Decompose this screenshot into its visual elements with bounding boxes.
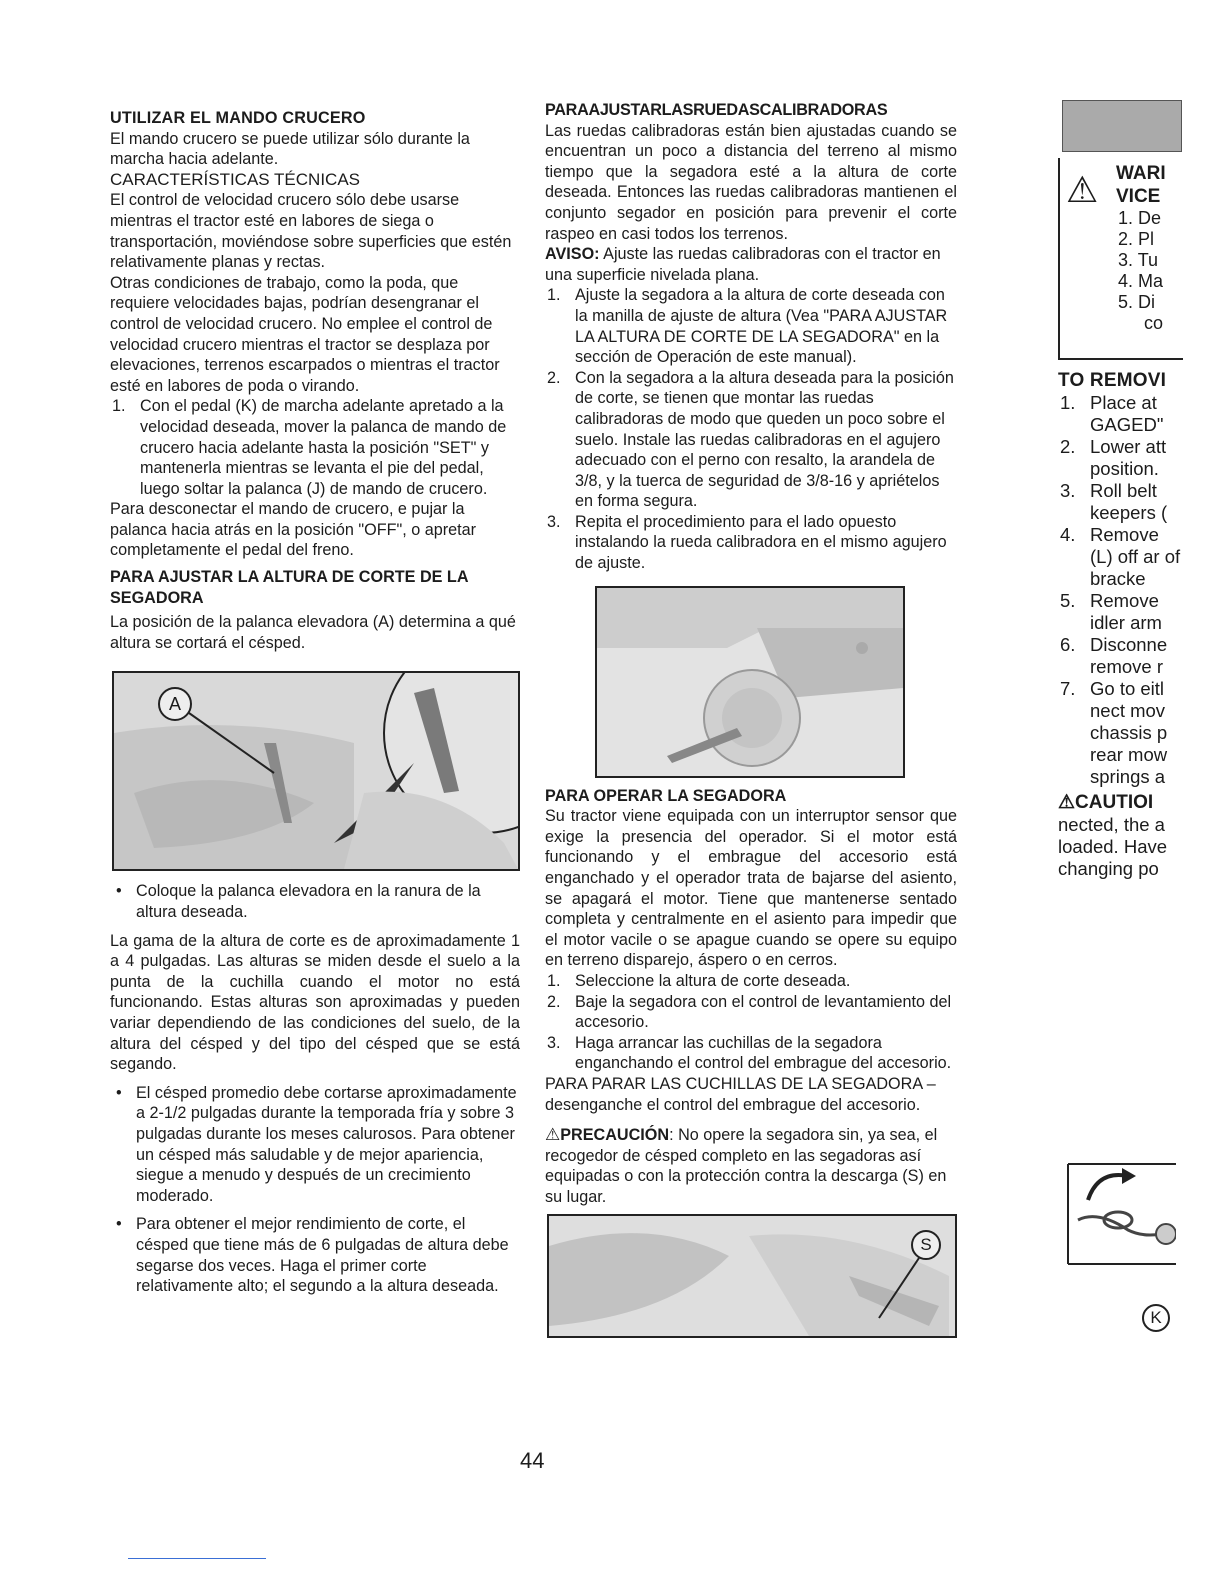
bullets-1 [110, 881, 520, 922]
page-number: 44 [520, 1448, 545, 1473]
remove-steps [1058, 392, 1183, 788]
warning-header-bar [1062, 100, 1182, 152]
remove-step: 7. Go to eitl nect mov chassis p rear mow springs a [1060, 678, 1168, 787]
precaution-text: : No opere la segadora sin, ya sea, el recogedor de césped completo en las segadoras así equipadas o con la protección contra la descarga (S) en su lugar. [545, 1126, 947, 1206]
warning-title-2: VICE [1116, 186, 1161, 207]
figure-gauge-wheel [595, 586, 905, 778]
para-operate: Su tractor viene equipada con un interruptor sensor que exige la presencia del operador. Si el motor está funcionando y el embrague del accesorio está enganchado y el operador trata de bajarse del asiento, se apagará el motor. Tiene que mantenerse sentado completa y centralmente en el asiento para impedir que el motor vacile o se apague cuando se opere su equipo en terreno disparejo, áspero o en cerros. [545, 807, 957, 970]
heading-operate: PARA OPERAR LA SEGADORA [545, 786, 787, 805]
wheel-step: 1. Ajuste la segadora a la altura de corte deseada con la manilla de ajuste de altura (Vea "PARA AJUSTAR LA ALTURA DE CORTE DE LA SEGADORA" en la sección de Operación de este manual). [547, 286, 948, 367]
remove-step: 4. Remove (L) off ar of bracke [1060, 524, 1181, 589]
operate-step: 2. Baje la segadora con el control de levantamiento del accesorio. [547, 992, 952, 1032]
para-range: La gama de la altura de corte es de aproximadamente 1 a 4 pulgadas. Las alturas se miden desde el suelo a la punta de la cuchilla cuando el motor no está funcionando. Estas alturas son aproximadas y pueden variar dependiendo de las condiciones del suelo, de la altura del césped y del tipo del césped que se está segando. [110, 931, 520, 1074]
para-stop-blades: PARA PARAR LAS CUCHILLAS DE LA SEGADORA – desenganche el control del embrague del accesorio. [545, 1074, 936, 1114]
partial-illustration [1058, 1160, 1176, 1268]
cruise-step: 1. Con el pedal (K) de marcha adelante apretado a la velocidad deseada, mover la palanca de mando de crucero hacia adelante hasta la posición "SET" y mantenerla mientras se levanta el pie del pedal, luego soltar la palanca (J) de mando de crucero. [112, 397, 507, 498]
operate-steps [545, 971, 957, 1074]
column-middle [545, 100, 957, 1338]
heading-specs: CARACTERÍSTICAS TÉCNICAS [110, 169, 361, 189]
precaution-label: PRECAUCIÓN [560, 1126, 670, 1145]
bullet-item: • Para obtener el mejor rendimiento de corte, el césped que tiene más de 6 pulgadas de altura debe segarse dos veces. Haga el primer corte relativamente alto; el segundo a la altura deseada. [116, 1215, 509, 1296]
remove-step: 6. Disconne remove r [1060, 634, 1168, 677]
remove-step: 5. Remove idler arm [1060, 590, 1162, 633]
wheel-step: 3. Repita el procedimiento para el lado opuesto instalando la rueda calibradora en el mismo agujero de ajuste. [547, 512, 947, 573]
para-aviso [545, 244, 957, 285]
para-cruise: El mando crucero se puede utilizar sólo durante la marcha hacia adelante. [110, 129, 470, 169]
warning-item-tail: co [1144, 313, 1164, 333]
wheel-step: 2. Con la segadora a la altura deseada para la posición de corte, se tienen que montar las ruedas calibradoras de modo que queden un poco sobre el suelo. Instale las ruedas calibradoras en el agujero adecuado con el perno con resalto, la arandela de 3/8, y la tuerca de seguridad de 3/8-16 y apriételos en forma segura. [547, 368, 954, 511]
caution-text: nected, the a loaded. Have changing po [1058, 814, 1168, 879]
heading-cruise: UTILIZAR EL MANDO CRUCERO [110, 109, 366, 127]
warning-item: 1. De [1118, 208, 1162, 228]
warning-item: 3. Tu [1118, 250, 1159, 270]
warning-triangle-icon: ⚠ [1066, 169, 1099, 210]
warning-item: 2. Pl [1118, 229, 1155, 249]
callout-a: A [158, 687, 192, 721]
para-specs-2: Otras condiciones de trabajo, como la poda, que requiere velocidades bajas, podrían desengranar el control de velocidad crucero. No emplee el control de velocidad crucero mientras el tractor se desplaza por elevaciones, terrenos escarpados o mientras el tractor esté en labores de poda o virando. [110, 273, 500, 395]
callout-k: K [1142, 1304, 1183, 1332]
operate-step: 3. Haga arrancar las cuchillas de la segadora enganchando el control del embrague del accesorio. [547, 1033, 952, 1073]
aviso-label: AVISO: [545, 245, 600, 264]
caution-heading: ⚠CAUTIOI [1058, 792, 1154, 813]
warning-list [1118, 208, 1183, 334]
bullet-item: • El césped promedio debe cortarse aproximadamente a 2-1/2 pulgadas durante la temporada fría y sobre 3 pulgadas durante los meses calurosos. Para obtener un césped más saludable y de mejor apariencia, siegue a menudo y después de un crecimiento moderado. [116, 1083, 517, 1205]
column-right-clipped [1058, 100, 1183, 1500]
figure-lift-lever [112, 671, 520, 871]
remove-step: 1. Place at GAGED" [1060, 392, 1164, 435]
discharge-guard-illustration [549, 1216, 955, 1336]
aviso-text: Ajuste las ruedas calibradoras con el tractor en una superficie nivelada plana. [545, 245, 941, 284]
callout-s: S [911, 1230, 941, 1260]
bullet-item: • Coloque la palanca elevadora en la ranura de la altura deseada. [116, 882, 481, 922]
bullets-2 [110, 1083, 520, 1297]
para-specs-1: El control de velocidad crucero sólo debe usarse mientras el tractor esté en labores de siega o transportación, moviéndose sobre superficies que estén relativamente planas y rectas. [110, 191, 512, 272]
cruise-steps [110, 396, 520, 499]
column-left [110, 108, 520, 1305]
footer-rule [128, 1558, 266, 1559]
warning-box [1058, 158, 1183, 360]
operate-step: 1. Seleccione la altura de corte deseada. [547, 972, 851, 990]
warning-title-1: WARI [1116, 163, 1166, 184]
para-gauge-wheels: Las ruedas calibradoras están bien ajustadas cuando se encuentran un poco a distancia del terreno al mismo tiempo que la segadora esté a la altura de corte deseada. Entonces las ruedas calibradoras mantienen el conjunto segador en posición para prevenir el corte raspeo en casi todos los terrenos. [545, 121, 957, 243]
figure-partial [1058, 1160, 1176, 1268]
warning-triangle-icon: ⚠ [1058, 792, 1076, 813]
remove-step: 3. Roll belt keepers ( [1060, 480, 1168, 523]
para-cut-height: La posición de la palanca elevadora (A) determina a qué altura se cortará el césped. [110, 613, 516, 652]
warning-item: 5. Di [1118, 292, 1156, 312]
wheel-steps [545, 285, 957, 573]
warning-triangle-icon: ⚠ [545, 1125, 561, 1145]
remove-step: 2. Lower att position. [1060, 436, 1167, 479]
warning-item: 4. Ma [1118, 271, 1164, 291]
heading-gauge-wheels: PARAAJUSTARLASRUEDASCALIBRADORAS [545, 101, 888, 119]
heading-remove: TO REMOVI [1058, 370, 1167, 391]
figure-discharge-guard [547, 1214, 957, 1338]
para-disconnect: Para desconectar el mando de crucero, e pujar la palanca hacia atrás en la posición "OFF", o apretar completamente el pedal del freno. [110, 500, 477, 560]
heading-cut-height: PARA AJUSTAR LA ALTURA DE CORTE DE LA SEGADORA [110, 568, 468, 607]
para-precaution [545, 1125, 957, 1207]
gauge-wheel-illustration [597, 588, 903, 776]
